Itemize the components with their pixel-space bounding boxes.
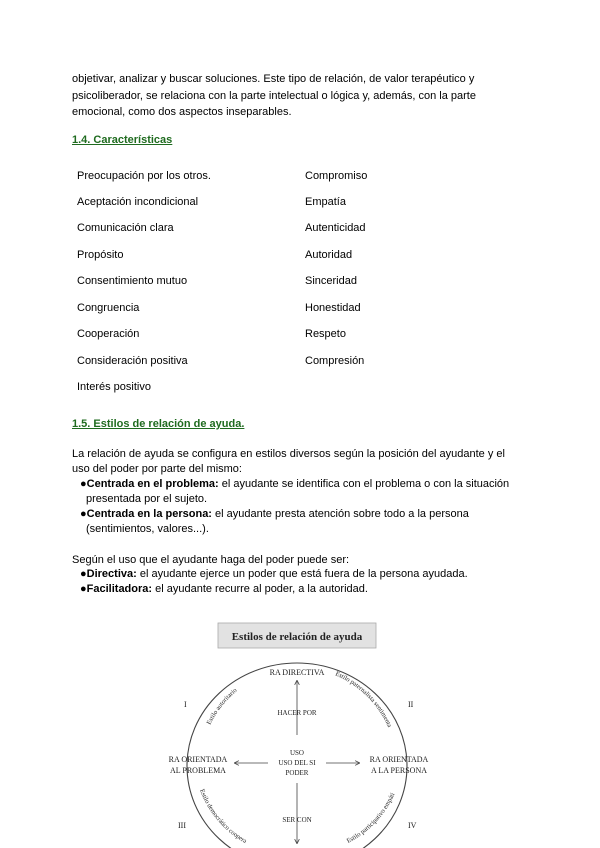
bullet-dot: ● [80,568,87,580]
label-ra-directiva: RA DIRECTIVA [269,668,325,677]
styles-intro-paragraph [72,447,532,477]
bullet-list-position [80,477,530,537]
label-hacer-por: HACER POR [277,709,317,717]
quadrant-i: I [184,700,187,709]
quadrant-ii: II [408,700,414,709]
bullet-item-facilitator [80,582,530,597]
arc-label-authoritarian [206,687,239,726]
bullet-text: el ayudante presta atención sobre todo a la persona [211,508,469,520]
bullet-item-person [80,507,530,537]
characteristic-right-6: Honestidad [305,302,361,314]
diagram-title: Estilos de relación de ayuda [231,631,363,643]
label-right-1: RA ORIENTADA [369,755,429,764]
arc-label-participative [150,615,397,845]
bullet-dot: ● [80,478,87,490]
bullet-text-continued: (sentimientos, valores...). [86,523,209,535]
label-left-2: AL PROBLEMA [170,766,226,775]
characteristic-left-3: Comunicación clara [77,222,174,234]
characteristic-left-8: Consideración positiva [77,355,188,367]
intro-line-3: emocional, como dos aspectos inseparables. [72,106,292,118]
center-label-1: USO [289,749,305,757]
arc-label-authoritarian-path: Estilo autoritario [205,686,239,726]
characteristic-right-1: Compromiso [305,170,368,182]
bullet-text: el ayudante recurre al poder, a la autoridad. [152,583,368,595]
label-right-2: A LA PERSONA [370,766,428,775]
characteristic-left-4: Propósito [77,249,124,261]
styles-intro-line-2: uso del poder por parte del mismo: [72,463,242,475]
label-ser-con: SER CON [282,816,312,824]
bullet-bold-label: Centrada en el problema: [86,478,219,490]
styles-intro-line-1: La relación de ayuda se configura en estilos diversos según la posición del ayudante y el [72,448,505,460]
characteristic-right-7: Respeto [305,328,346,340]
bullet-list-power [80,567,530,597]
quadrant-iv: IV [408,821,417,830]
intro-line-1: objetivar, analizar y buscar soluciones. Este tipo de relación, de valor terapéutico y [72,73,475,85]
characteristic-left-2: Aceptación incondicional [77,196,199,208]
section-heading-1-4: 1.4. Características [72,134,173,146]
section-heading-1-5: 1.5. Estilos de relación de ayuda. [72,418,245,430]
bullet-item-directive [80,567,530,582]
center-label-3: PODER [285,769,309,777]
characteristic-left-5: Consentimiento mutuo [77,275,188,287]
intro-paragraph [72,71,532,121]
characteristic-left-1: Preocupación por los otros. [77,170,211,182]
characteristic-left-7: Cooperación [77,328,140,340]
help-styles-diagram [150,615,450,848]
bullet-text: el ayudante se identifica con el problema o con la situación [218,478,510,490]
intro-line-2: psicoliberador, se relaciona con la parte intelectual o lógica y, además, con la parte [72,89,476,102]
power-use-paragraph: Según el uso que el ayudante haga del poder puede ser: [72,554,350,566]
bullet-text-continued: presentada por el sujeto. [86,493,208,505]
arc-label-participative-path: Estilo participativo empáti [345,791,397,845]
characteristic-right-3: Autenticidad [305,222,366,234]
characteristic-right-2: Empatía [305,196,346,208]
arc-label-paternalist-path: Estilo paternalista sentimenta [334,670,393,729]
characteristic-right-4: Autoridad [305,249,353,261]
label-left-1: RA ORIENTADA [168,755,228,764]
bullet-bold-label: Facilitadora: [86,583,153,595]
bullet-text: el ayudante ejerce un poder que está fuera de la persona ayudada. [136,568,468,580]
bullet-item-problem [80,477,530,507]
characteristic-right-8: Compresión [305,355,365,367]
bullet-dot: ● [80,508,87,520]
quadrant-iii: III [178,821,186,830]
arc-label-democratic [150,615,248,845]
center-label-2: USO DEL SI [278,759,316,767]
characteristic-left-6: Congruencia [77,302,140,314]
bullet-dot: ● [80,583,87,595]
arc-label-democratic-path: Estilo democrático coopera [198,788,248,845]
bullet-bold-label: Centrada en la persona: [86,508,212,520]
characteristic-left-9: Interés positivo [77,381,151,393]
characteristic-right-5: Sinceridad [305,275,357,287]
bullet-bold-label: Directiva: [86,568,137,580]
